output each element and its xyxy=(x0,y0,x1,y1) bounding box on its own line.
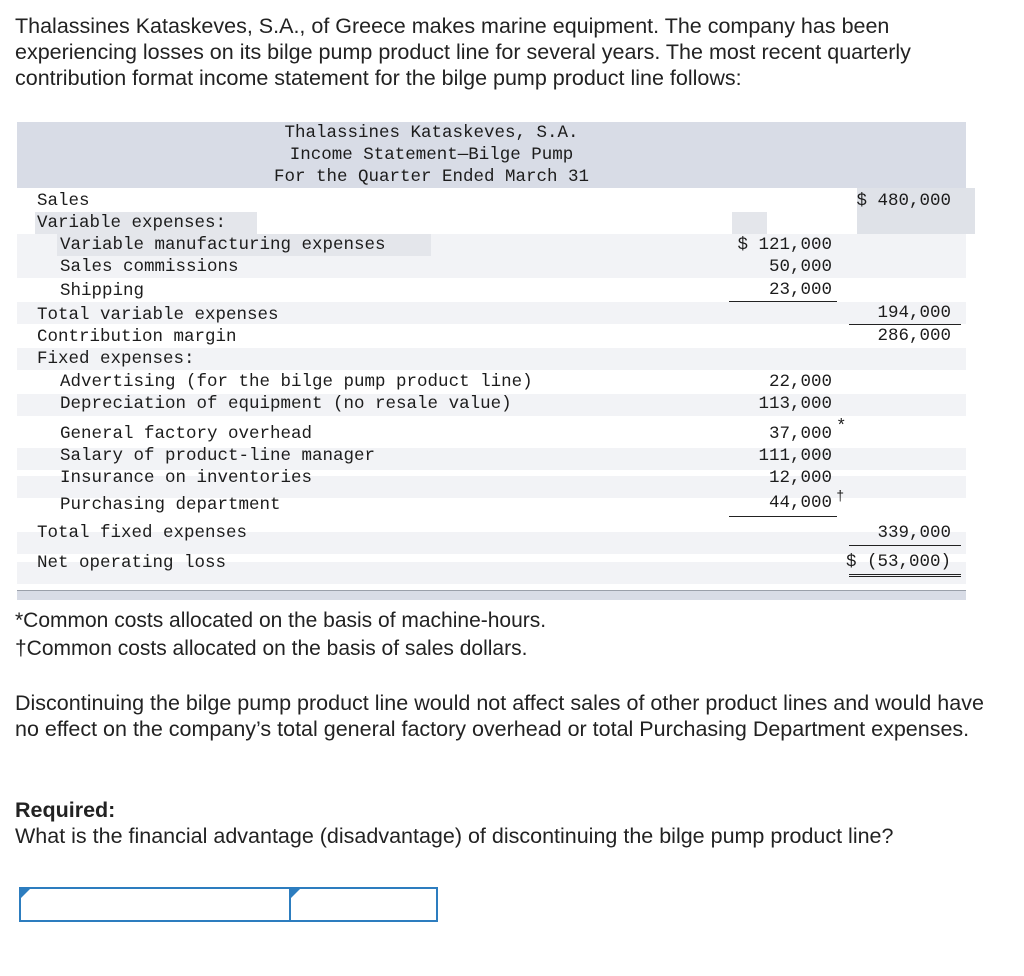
insurance-label: Insurance on inventories xyxy=(60,468,313,488)
general-overhead-amount: 37,000 xyxy=(768,424,832,444)
dagger-mark: † xyxy=(836,489,845,505)
underline xyxy=(849,545,961,546)
income-statement xyxy=(17,122,966,600)
underline xyxy=(729,516,837,517)
var-mfg-label: Variable manufacturing expenses xyxy=(60,235,386,255)
footnote-star: *Common costs allocated on the basis of machine-hours. xyxy=(15,609,547,632)
purchasing-label: Purchasing department xyxy=(60,495,281,515)
underline xyxy=(729,301,837,302)
sales-label: Sales xyxy=(37,191,90,211)
total-fixed-label: Total fixed expenses xyxy=(37,523,248,543)
net-loss-label: Net operating loss xyxy=(37,553,227,573)
advertising-amount: 22,000 xyxy=(768,372,832,392)
statement-title: Income Statement—Bilge Pump xyxy=(289,145,574,165)
discontinue-paragraph: Discontinuing the bilge pump product line would not affect sales of other product lines and would have no effect on the company’s total general factory overhead or total Purchasing Department expenses. xyxy=(15,691,984,741)
net-loss-total: $ (53,000) xyxy=(845,552,951,572)
statement-period: For the Quarter Ended March 31 xyxy=(273,167,590,187)
salary-amount: 111,000 xyxy=(758,446,832,466)
shipping-amount: 23,000 xyxy=(768,280,832,300)
salary-label: Salary of product-line manager xyxy=(60,446,376,466)
double-underline xyxy=(849,574,961,579)
star-mark: * xyxy=(836,417,847,437)
commissions-amount: 50,000 xyxy=(768,257,832,277)
statement-bottom-bar xyxy=(17,590,966,600)
cell-marker-icon xyxy=(21,889,30,898)
required-heading: Required: xyxy=(15,798,116,822)
contribution-margin-total: 286,000 xyxy=(877,326,951,346)
cell-shade xyxy=(732,212,767,234)
company-name: Thalassines Kataskeves, S.A. xyxy=(284,123,579,143)
depreciation-amount: 113,000 xyxy=(758,394,832,414)
commissions-label: Sales commissions xyxy=(60,257,239,277)
total-variable-label: Total variable expenses xyxy=(37,305,279,325)
answer-amount-input[interactable] xyxy=(291,889,436,920)
required-question: What is the financial advantage (disadvantage) of discontinuing the bilge pump product line? xyxy=(15,824,894,848)
advertising-label: Advertising (for the bilge pump product line) xyxy=(60,372,533,392)
variable-expenses-heading: Variable expenses: xyxy=(37,213,227,233)
var-mfg-amount: $ 121,000 xyxy=(737,235,832,255)
depreciation-label: Depreciation of equipment (no resale value) xyxy=(60,394,512,414)
answer-table xyxy=(19,887,438,922)
general-overhead-label: General factory overhead xyxy=(60,424,313,444)
footnote-dagger: †Common costs allocated on the basis of sales dollars. xyxy=(15,637,528,660)
cell-marker-icon xyxy=(291,889,300,898)
contribution-margin-label: Contribution margin xyxy=(37,327,237,347)
total-fixed-total: 339,000 xyxy=(877,523,951,543)
purchasing-amount: 44,000 xyxy=(768,493,832,513)
fixed-expenses-heading: Fixed expenses: xyxy=(37,349,195,369)
answer-label-input[interactable] xyxy=(21,889,291,920)
sales-total: $ 480,000 xyxy=(856,191,951,211)
total-variable-total: 194,000 xyxy=(877,303,951,323)
intro-paragraph: Thalassines Kataskeves, S.A., of Greece makes marine equipment. The company has been experiencing losses on its bilge pump product line for several years. The most recent quarterly contribution format income statement for the bilge pump product line follows: xyxy=(15,14,911,90)
insurance-amount: 12,000 xyxy=(768,468,832,488)
shipping-label: Shipping xyxy=(60,281,145,301)
